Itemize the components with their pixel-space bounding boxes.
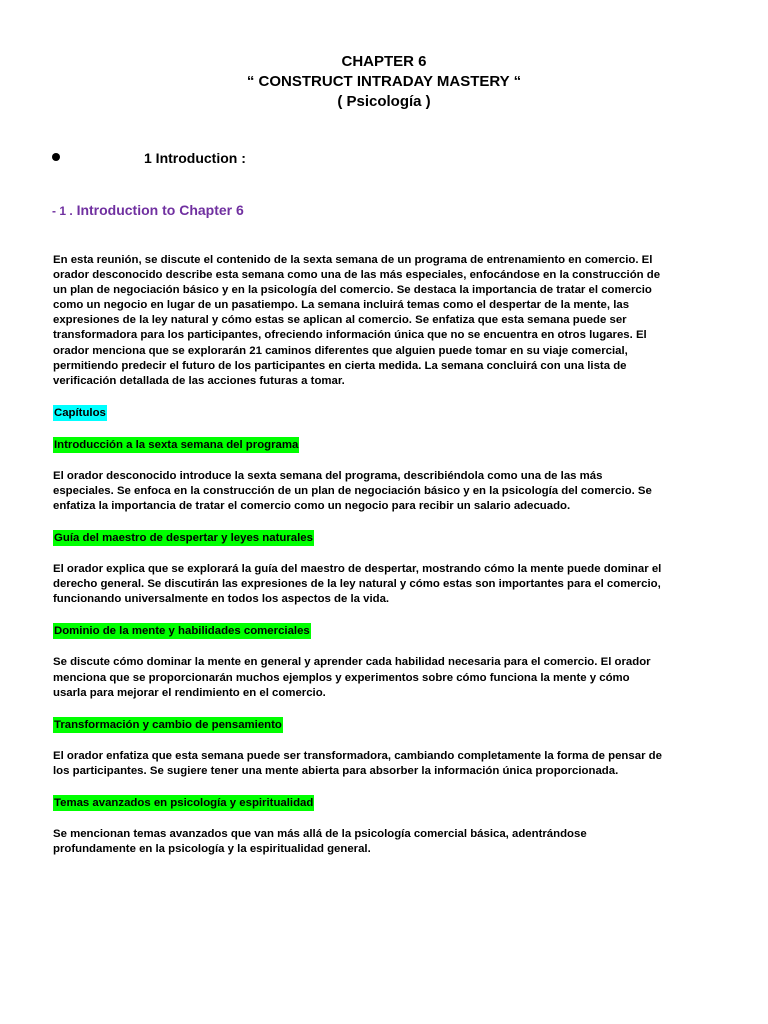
chapter-title-block [0, 52, 768, 112]
chapter-subtitle: ( Psicología ) [337, 93, 431, 110]
section-heading: Temas avanzados en psicología y espiritualidad [54, 796, 314, 809]
chapters-label: Capítulos [54, 406, 106, 419]
section-heading: Dominio de la mente y habilidades comerciales [54, 625, 310, 638]
intro-paragraph: En esta reunión, se discute el contenido de la sexta semana de un programa de entrenamiento en comercio. El orador desconocido describe esta semana como una de las más especiales, enfocándose en la construcción de un plan de negociación básico y en la psicología del comercio. Se destaca la importancia de tratar el comercio como un negocio en lugar de un pasatiempo. La semana incluirá temas como el despertar de la mente, las expresiones de la ley natural y cómo estas se aplican al comercio. Se enfatiza que esta semana puede ser transformadora para los participantes, ofreciendo información única que no se encuentra en otros lugares. El orador menciona que se explorarán 21 caminos diferentes que alguien puede tomar en su viaje comercial, permitiendo predecir el futuro de los participantes en cierta medida. La semana concluirá con una lista de verificación detallada de las acciones futuras a tomar. [53, 254, 661, 387]
chapter-number: CHAPTER 6 [341, 53, 427, 70]
bullet-icon [52, 153, 60, 161]
subheading-text: Introduction to Chapter 6 [76, 202, 244, 218]
section-body: El orador explica que se explorará la guía del maestro de despertar, mostrando cómo la mente puede dominar el derecho general. Se discutirán las expresiones de la ley natural y cómo estas son importantes para el comercio, funcionando universalmente en todos los aspectos de la vida. [53, 563, 662, 606]
section-body: El orador enfatiza que esta semana puede ser transformadora, cambiando completamente la forma de pensar de los participantes. Se sugiere tener una mente abierta para absorber la información única proporcionada. [53, 749, 662, 777]
bullet-list-item [52, 148, 712, 168]
section-heading: Guía del maestro de despertar y leyes naturales [54, 532, 313, 545]
section-body: Se mencionan temas avanzados que van más allá de la psicología comercial básica, adentrándose profundamente en la psicología y la espiritualidad general. [53, 827, 587, 855]
section-body: Se discute cómo dominar la mente en general y aprender cada habilidad necesaria para el comercio. El orador menciona que se proporcionarán muchos ejemplos y experimentos sobre cómo funciona la mente y cómo usarla para mejorar el rendimiento en el comercio. [53, 656, 651, 699]
bullet-text: 1 Introduction : [144, 150, 246, 166]
section-subheading [52, 200, 244, 221]
subheading-prefix: - 1 . [52, 204, 73, 218]
document-body [53, 253, 663, 873]
section-heading: Introducción a la sexta semana del programa [54, 438, 299, 451]
section-heading: Transformación y cambio de pensamiento [54, 718, 282, 731]
section-body: El orador desconocido introduce la sexta semana del programa, describiéndola como una de las más especiales. Se enfoca en la construcción de un plan de negociación básico y en la psicología del comercio. Se enfatiza la importancia de tratar el comercio como un negocio para recibir un salario adecuado. [53, 469, 652, 513]
chapter-title: “ CONSTRUCT INTRADAY MASTERY “ [246, 73, 522, 90]
